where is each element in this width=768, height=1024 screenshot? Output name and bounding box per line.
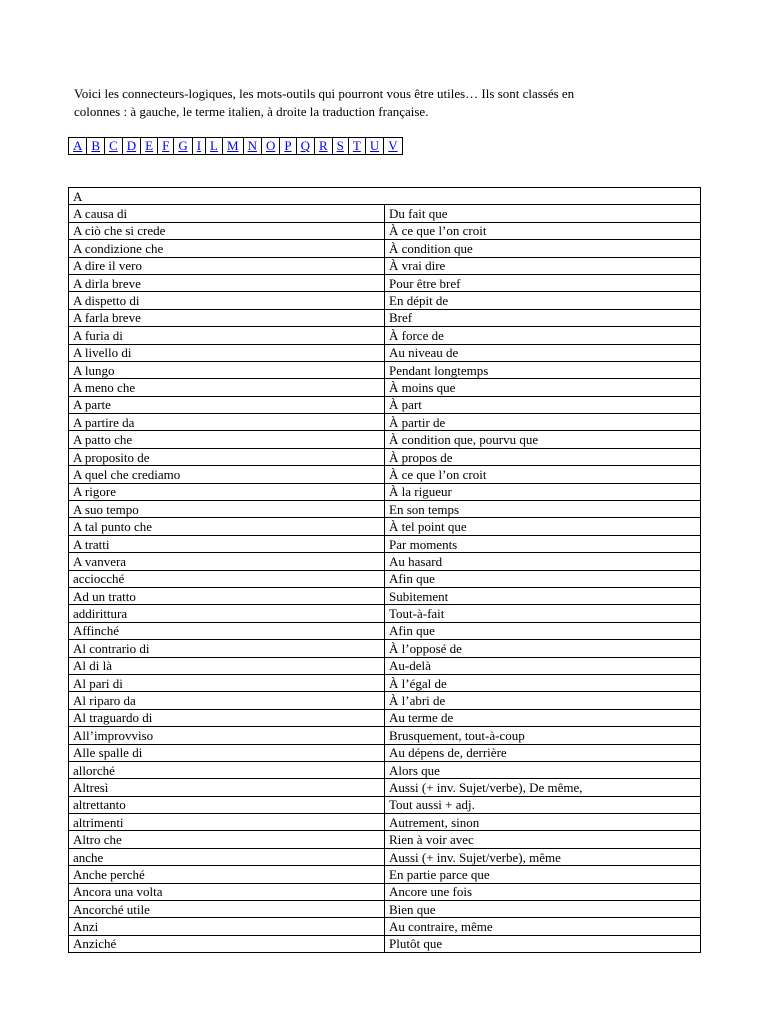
- table-row: [69, 292, 701, 309]
- french-translation: En partie parce que: [385, 866, 701, 883]
- italian-term: Alle spalle di: [69, 744, 385, 761]
- italian-term: altrettanto: [69, 796, 385, 813]
- french-translation: À condition que: [385, 240, 701, 257]
- french-translation: Par moments: [385, 535, 701, 552]
- french-translation: À propos de: [385, 448, 701, 465]
- italian-term: A tratti: [69, 535, 385, 552]
- alphabet-link-d[interactable]: D: [126, 138, 137, 153]
- french-translation: Pendant longtemps: [385, 361, 701, 378]
- french-translation: À ce que l’on croit: [385, 466, 701, 483]
- french-translation: Plutôt que: [385, 935, 701, 952]
- section-header-row: [69, 188, 701, 205]
- alphabet-link-n[interactable]: N: [247, 138, 257, 153]
- alphabet-cell-i: [192, 138, 205, 155]
- table-row: [69, 361, 701, 378]
- connectors-table-body: [69, 188, 701, 953]
- table-row: [69, 379, 701, 396]
- french-translation: Brusquement, tout-à-coup: [385, 727, 701, 744]
- table-row: [69, 274, 701, 291]
- italian-term: Al di là: [69, 657, 385, 674]
- table-row: [69, 796, 701, 813]
- alphabet-link-v[interactable]: V: [388, 138, 398, 153]
- table-row: [69, 866, 701, 883]
- french-translation: À tel point que: [385, 518, 701, 535]
- table-row: [69, 901, 701, 918]
- table-row: [69, 344, 701, 361]
- french-translation: À la rigueur: [385, 483, 701, 500]
- alphabet-cell-m: [223, 138, 244, 155]
- french-translation: Tout-à-fait: [385, 605, 701, 622]
- table-row: [69, 744, 701, 761]
- italian-term: Ancorché utile: [69, 901, 385, 918]
- table-row: [69, 483, 701, 500]
- italian-term: Al riparo da: [69, 692, 385, 709]
- intro-paragraph: [74, 85, 694, 121]
- italian-term: A vanvera: [69, 553, 385, 570]
- italian-term: A lungo: [69, 361, 385, 378]
- table-row: [69, 605, 701, 622]
- italian-term: Anche perché: [69, 866, 385, 883]
- alphabet-link-o[interactable]: O: [265, 138, 276, 153]
- italian-term: A farla breve: [69, 309, 385, 326]
- alphabet-link-p[interactable]: P: [284, 138, 292, 153]
- alphabet-link-g[interactable]: G: [178, 138, 188, 153]
- italian-term: addirittura: [69, 605, 385, 622]
- italian-term: All’improvviso: [69, 727, 385, 744]
- italian-term: Altresì: [69, 779, 385, 796]
- italian-term: A furia di: [69, 327, 385, 344]
- alphabet-cell-q: [296, 138, 314, 155]
- italian-term: A parte: [69, 396, 385, 413]
- alphabet-cell-g: [174, 138, 192, 155]
- table-row: [69, 448, 701, 465]
- italian-term: Affinché: [69, 622, 385, 639]
- table-row: [69, 622, 701, 639]
- italian-term: A dirla breve: [69, 274, 385, 291]
- table-row: [69, 587, 701, 604]
- table-row: [69, 501, 701, 518]
- italian-term: A tal punto che: [69, 518, 385, 535]
- italian-term: A suo tempo: [69, 501, 385, 518]
- italian-term: Al pari di: [69, 674, 385, 691]
- table-row: [69, 727, 701, 744]
- alphabet-link-a[interactable]: A: [73, 138, 83, 153]
- french-translation: Afin que: [385, 622, 701, 639]
- french-translation: Pour être bref: [385, 274, 701, 291]
- french-translation: Du fait que: [385, 205, 701, 222]
- italian-term: A livello di: [69, 344, 385, 361]
- table-row: [69, 553, 701, 570]
- italian-term: A rigore: [69, 483, 385, 500]
- french-translation: Autrement, sinon: [385, 814, 701, 831]
- french-translation: Tout aussi + adj.: [385, 796, 701, 813]
- table-row: [69, 431, 701, 448]
- italian-term: A dispetto di: [69, 292, 385, 309]
- italian-term: A proposito de: [69, 448, 385, 465]
- alphabet-cell-t: [348, 138, 365, 155]
- alphabet-cell-b: [87, 138, 105, 155]
- table-row: [69, 570, 701, 587]
- italian-term: A dire il vero: [69, 257, 385, 274]
- french-translation: À ce que l’on croit: [385, 222, 701, 239]
- alphabet-cell-c: [105, 138, 123, 155]
- french-translation: En dépit de: [385, 292, 701, 309]
- alphabet-link-e[interactable]: E: [145, 138, 154, 153]
- french-translation: À l’égal de: [385, 674, 701, 691]
- table-row: [69, 466, 701, 483]
- table-row: [69, 761, 701, 778]
- french-translation: À part: [385, 396, 701, 413]
- french-translation: Aussi (+ inv. Sujet/verbe), même: [385, 848, 701, 865]
- table-row: [69, 257, 701, 274]
- french-translation: À force de: [385, 327, 701, 344]
- french-translation: Ancore une fois: [385, 883, 701, 900]
- italian-term: Ad un tratto: [69, 587, 385, 604]
- table-row: [69, 918, 701, 935]
- table-row: [69, 205, 701, 222]
- alphabet-cell-v: [384, 138, 402, 155]
- table-row: [69, 709, 701, 726]
- french-translation: Au dépens de, derrière: [385, 744, 701, 761]
- table-row: [69, 814, 701, 831]
- table-row: [69, 327, 701, 344]
- alphabet-row: [69, 138, 403, 155]
- french-translation: À moins que: [385, 379, 701, 396]
- french-translation: Au terme de: [385, 709, 701, 726]
- table-row: [69, 535, 701, 552]
- alphabet-cell-d: [122, 138, 140, 155]
- french-translation: Subitement: [385, 587, 701, 604]
- italian-term: Ancora una volta: [69, 883, 385, 900]
- alphabet-cell-s: [332, 138, 348, 155]
- alphabet-cell-u: [365, 138, 383, 155]
- table-row: [69, 240, 701, 257]
- table-row: [69, 674, 701, 691]
- french-translation: À condition que, pourvu que: [385, 431, 701, 448]
- italian-term: Anzi: [69, 918, 385, 935]
- alphabet-link-t[interactable]: T: [352, 138, 361, 153]
- table-row: [69, 640, 701, 657]
- french-translation: À partir de: [385, 414, 701, 431]
- table-row: [69, 222, 701, 239]
- french-translation: À vrai dire: [385, 257, 701, 274]
- alphabet-cell-n: [243, 138, 261, 155]
- alphabet-index: [68, 137, 403, 155]
- italian-term: A quel che crediamo: [69, 466, 385, 483]
- italian-term: A meno che: [69, 379, 385, 396]
- table-row: [69, 692, 701, 709]
- italian-term: Al traguardo di: [69, 709, 385, 726]
- table-row: [69, 848, 701, 865]
- french-translation: Au hasard: [385, 553, 701, 570]
- alphabet-link-f[interactable]: F: [162, 138, 170, 153]
- table-row: [69, 309, 701, 326]
- alphabet-cell-f: [158, 138, 174, 155]
- italian-term: Al contrario di: [69, 640, 385, 657]
- alphabet-cell-o: [261, 138, 279, 155]
- alphabet-link-c[interactable]: C: [109, 138, 118, 153]
- alphabet-link-s[interactable]: S: [336, 138, 344, 153]
- alphabet-link-i[interactable]: I: [196, 138, 202, 153]
- section-letter: A: [69, 188, 701, 205]
- table-row: [69, 414, 701, 431]
- table-row: [69, 831, 701, 848]
- connectors-table: [68, 187, 701, 953]
- italian-term: A ciò che si crede: [69, 222, 385, 239]
- italian-term: anche: [69, 848, 385, 865]
- intro-line-1: Voici les connecteurs-logiques, les mots-outils qui pourront vous être utiles… Ils sont classés en: [74, 86, 575, 101]
- italian-term: A causa di: [69, 205, 385, 222]
- italian-term: Altro che: [69, 831, 385, 848]
- italian-term: A condizione che: [69, 240, 385, 257]
- italian-term: altrimenti: [69, 814, 385, 831]
- italian-term: A partire da: [69, 414, 385, 431]
- alphabet-cell-l: [206, 138, 223, 155]
- table-row: [69, 657, 701, 674]
- french-translation: Afin que: [385, 570, 701, 587]
- french-translation: En son temps: [385, 501, 701, 518]
- french-translation: Bref: [385, 309, 701, 326]
- french-translation: Au contraire, même: [385, 918, 701, 935]
- italian-term: acciocché: [69, 570, 385, 587]
- french-translation: Bien que: [385, 901, 701, 918]
- table-row: [69, 883, 701, 900]
- italian-term: Anziché: [69, 935, 385, 952]
- alphabet-link-u[interactable]: U: [369, 138, 380, 153]
- french-translation: Au niveau de: [385, 344, 701, 361]
- french-translation: Au-delà: [385, 657, 701, 674]
- alphabet-link-m[interactable]: M: [227, 138, 239, 153]
- french-translation: Rien à voir avec: [385, 831, 701, 848]
- table-row: [69, 518, 701, 535]
- italian-term: allorché: [69, 761, 385, 778]
- table-row: [69, 396, 701, 413]
- alphabet-link-r[interactable]: R: [318, 138, 328, 153]
- table-row: [69, 779, 701, 796]
- alphabet-cell-a: [69, 138, 87, 155]
- alphabet-link-q[interactable]: Q: [300, 138, 310, 153]
- alphabet-link-b[interactable]: B: [91, 138, 101, 153]
- italian-term: A patto che: [69, 431, 385, 448]
- french-translation: À l’opposé de: [385, 640, 701, 657]
- alphabet-link-l[interactable]: L: [210, 138, 218, 153]
- intro-line-2: colonnes : à gauche, le terme italien, à droite la traduction française.: [74, 104, 429, 119]
- french-translation: À l’abri de: [385, 692, 701, 709]
- alphabet-cell-p: [280, 138, 296, 155]
- french-translation: Aussi (+ inv. Sujet/verbe), De même,: [385, 779, 701, 796]
- alphabet-cell-r: [314, 138, 332, 155]
- french-translation: Alors que: [385, 761, 701, 778]
- table-row: [69, 935, 701, 952]
- alphabet-cell-e: [141, 138, 158, 155]
